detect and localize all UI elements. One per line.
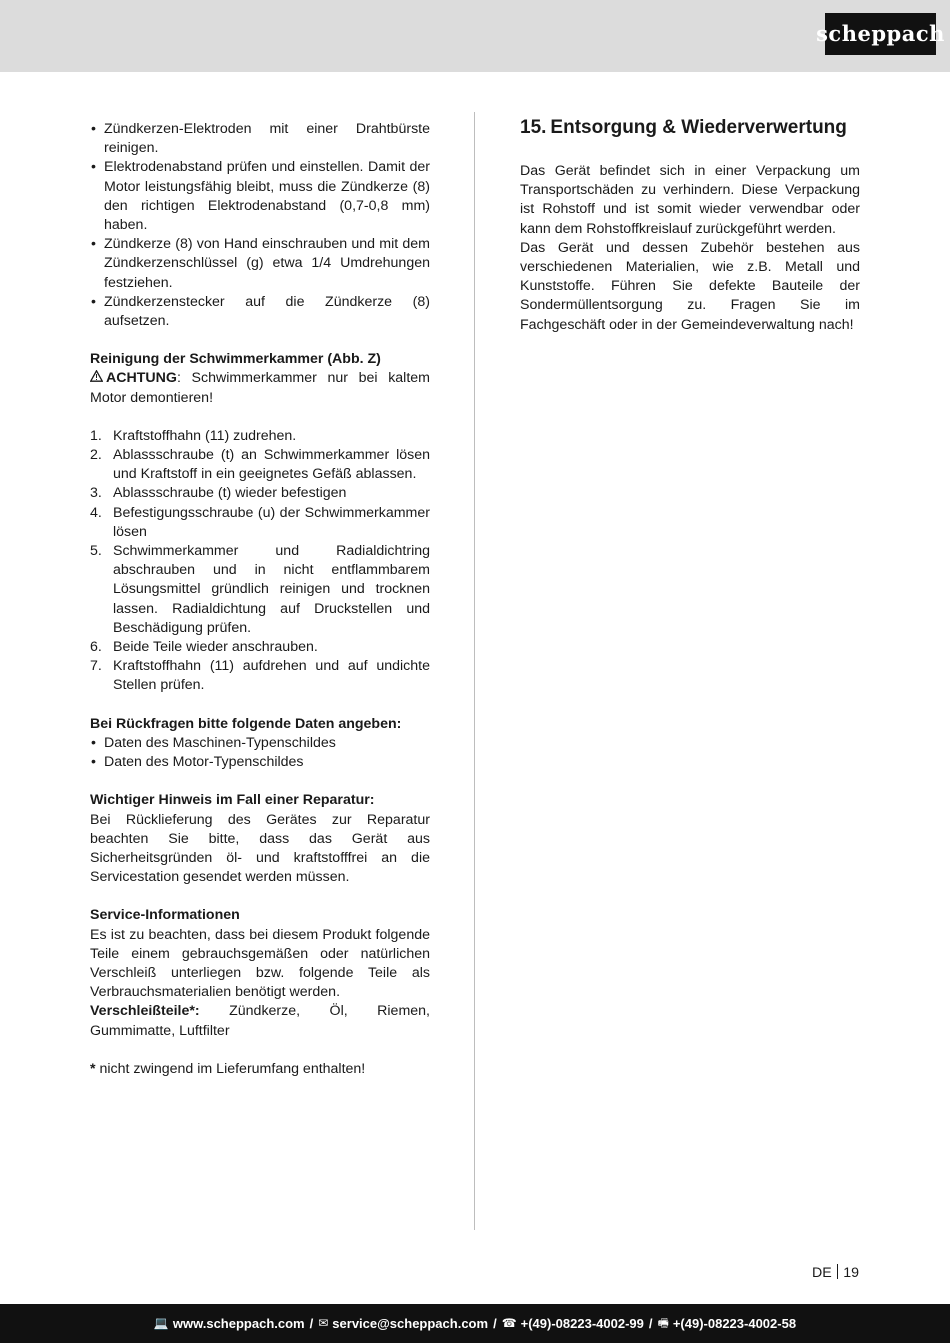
queries-list (90, 734, 430, 772)
list-item: • Zündkerzenstecker auf die Zündkerze (8) aufsetzen. (90, 293, 430, 331)
warning-triangle-icon (90, 369, 106, 388)
step-text: Kraftstoffhahn (11) zudrehen. (113, 427, 297, 444)
list-item (90, 446, 430, 484)
warning-paragraph (90, 369, 430, 407)
step-text: Beide Teile wieder anschrauben. (113, 639, 318, 656)
right-column (520, 116, 860, 335)
column-divider (474, 112, 475, 1230)
page-number-value: 19 (843, 1265, 859, 1281)
disposal-paragraph-2: Das Gerät und dessen Zubehör bestehen aus verschiedenen Materialien, wie z.B. Metall und Kunststoffe. Führen Sie defekte Bauteile der Sondermüllentsorgung zu. Fragen Sie im Fachgeschäft oder in der Gemeindeverwaltung nach! (520, 239, 860, 333)
list-item (90, 504, 430, 542)
list-item: • Daten des Maschinen-Typenschildes (90, 734, 430, 753)
step-text: Ablassschraube (t) wieder befestigen (113, 485, 347, 502)
warning-label: ACHTUNG (106, 370, 177, 387)
footer-bar (0, 1304, 950, 1343)
step-text: Befestigungsschraube (u) der Schwimmerkammer lösen (113, 504, 430, 540)
left-column (90, 120, 430, 1079)
list-item (90, 638, 430, 657)
step-text: Ablassschraube (t) an Schwimmerkammer lösen und Kraftstoff in ein geeignetes Gefäß ablassen. (113, 447, 430, 483)
section-title (520, 116, 860, 140)
queries-heading: Bei Rückfragen bitte folgende Daten angeben: (90, 715, 402, 732)
laptop-icon: 💻 (153, 1315, 169, 1330)
header-band (0, 0, 950, 72)
section-title-text: Entsorgung & Wiederverwertung (550, 117, 847, 138)
page-language: DE (812, 1265, 832, 1281)
list-item: • Daten des Motor-Typenschildes (90, 753, 430, 772)
footer-website[interactable]: www.scheppach.com (172, 1315, 305, 1331)
repair-heading: Wichtiger Hinweis im Fall einer Reparatur: (90, 792, 375, 809)
footnote-mark: * (90, 1060, 96, 1077)
repair-text: Bei Rücklieferung des Gerätes zur Reparatur beachten Sie bitte, dass das Gerät aus Sicherheitsgründen öl- und kraftstofffrei an die Servicestation gesendet werden müssen. (90, 811, 430, 886)
step-number: 5. (90, 543, 102, 560)
wear-parts-paragraph (90, 1002, 430, 1040)
float-chamber-heading: Reinigung der Schwimmerkammer (Abb. Z) (90, 351, 381, 368)
page-number (812, 1264, 859, 1283)
step-text: Schwimmerkammer und Radialdichtring abschrauben und in nicht entflammbarem Lösungsmittel gründlich reinigen und trocknen lassen. Radialdichtung auf Druckstellen und Beschädigung prüfen. (113, 543, 430, 636)
wear-parts-label: Verschleißteile*: (90, 1003, 200, 1020)
fax-icon: 🖷 (657, 1315, 669, 1330)
phone-icon: ☎ (501, 1315, 517, 1330)
step-number: 7. (90, 658, 102, 675)
wear-parts-text: Zündkerze, Öl, Riemen, Gummimatte, Luftfilter (90, 1003, 430, 1039)
footer-separator: / (648, 1315, 653, 1331)
list-item: • Zündkerzen-Elektroden mit einer Drahtbürste reinigen. (90, 120, 430, 158)
service-text: Es ist zu beachten, dass bei diesem Produkt folgende Teile einem gebrauchsgemäßen oder natürlichen Verschleiß unterliegen bzw. folgende Teile als Verbrauchsmaterialien benötigt werden. (90, 926, 430, 1001)
list-item (90, 657, 430, 695)
footer-fax: +(49)-08223-4002-58 (672, 1315, 797, 1331)
envelope-icon: ✉ (318, 1315, 329, 1330)
logo-text: scheppach (816, 21, 945, 47)
footnote-text: nicht zwingend im Lieferumfang enthalten! (95, 1060, 366, 1077)
list-item (90, 427, 430, 446)
disposal-paragraph-1: Das Gerät befindet sich in einer Verpackung um Transportschäden zu verhindern. Diese Verpackung ist Rohstoff und ist somit wieder verwendbar oder kann dem Rohstoffkreislauf zurückgeführt werden. (520, 163, 860, 237)
step-number: 6. (90, 639, 102, 656)
step-number: 1. (90, 427, 102, 444)
step-number: 2. (90, 447, 102, 464)
step-number: 4. (90, 504, 102, 521)
footnote (90, 1060, 430, 1079)
section-number: 15. (520, 117, 547, 138)
service-heading: Service-Informationen (90, 907, 240, 924)
float-chamber-steps (90, 427, 430, 696)
list-item (90, 542, 430, 638)
step-number: 3. (90, 485, 102, 502)
footer-separator: / (309, 1315, 314, 1331)
footer-email[interactable]: service@scheppach.com (332, 1315, 489, 1331)
footer-separator: / (493, 1315, 497, 1331)
spark-plug-steps (90, 120, 430, 331)
list-item: • Elektrodenabstand prüfen und einstellen. Damit der Motor leistungsfähig bleibt, muss die Zündkerze (8) den richtigen Elektrodenabstand (0,7-0,8 mm) haben. (90, 158, 430, 235)
brand-logo (816, 13, 945, 55)
warning-text: : Schwimmerkammer nur bei kaltem Motor demontieren! (90, 370, 430, 406)
step-text: Kraftstoffhahn (11) aufdrehen und auf undichte Stellen prüfen. (113, 658, 430, 694)
list-item (90, 484, 430, 503)
list-item: • Zündkerze (8) von Hand einschrauben und mit dem Zündkerzenschlüssel (g) etwa 1/4 Umdrehungen festziehen. (90, 235, 430, 293)
footer-phone[interactable]: +(49)-08223-4002-99 (520, 1315, 644, 1331)
